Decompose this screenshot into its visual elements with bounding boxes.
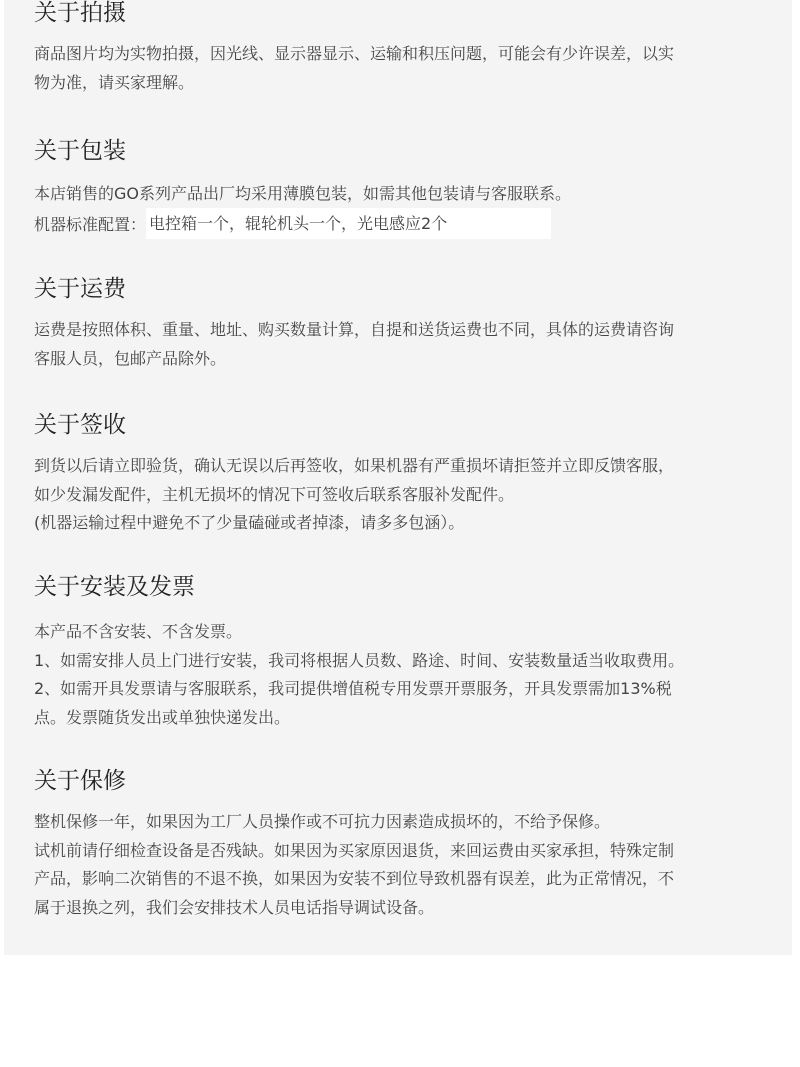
standard-config-label: 机器标准配置： bbox=[34, 215, 147, 234]
text-line: 客服人员，包邮产品除外。 bbox=[34, 348, 227, 368]
notice-panel bbox=[4, 0, 792, 955]
section-install-invoice bbox=[34, 574, 764, 727]
text-line: 本产品不含安装、不含发票。 bbox=[34, 622, 243, 641]
text-line: (机器运输过程中避免不了少量磕碰或者掉漆，请多多包涵）。 bbox=[34, 513, 465, 532]
text-line: 2、如需开具发票请与客服联系，我司提供增值税专用发票开票服务，开具发票需加13%税 bbox=[34, 679, 672, 698]
text-line: 运费是按照体积、重量、地址、购买数量计算，自提和送货运费也不同，具体的运费请咨询 bbox=[34, 320, 675, 339]
text-line: 商品图片均为实物拍摄，因光线、显示器显示、运输和积压问题，可能会有少许误差，以实 bbox=[34, 44, 675, 63]
section-title-packaging: 关于包装 bbox=[34, 138, 126, 164]
section-body-packaging bbox=[34, 180, 764, 239]
section-shooting bbox=[34, 0, 764, 92]
section-body-warranty bbox=[34, 808, 764, 922]
section-packaging bbox=[34, 138, 764, 234]
section-body-shipping bbox=[34, 316, 764, 373]
text-line: 属于退换之列，我们会安排技术人员电话指导调试设备。 bbox=[34, 897, 435, 917]
text-line: 试机前请仔细检查设备是否残缺。如果因为买家原因退货，来回运费由买家承担，特殊定制 bbox=[34, 840, 675, 860]
text-line: 整机保修一年，如果因为工厂人员操作或不可抗力因素造成损坏的，不给予保修。 bbox=[34, 812, 611, 831]
text-line: 1、如需安排人员上门进行安装，我司将根据人员数、路途、时间、安装数量适当收取费用。 bbox=[34, 650, 685, 670]
text-line: 物为准，请买家理解。 bbox=[34, 72, 195, 92]
text-line: 如少发漏发配件，主机无损坏的情况下可签收后联系客服补发配件。 bbox=[34, 484, 515, 504]
section-body-receipt bbox=[34, 452, 764, 538]
section-title-shipping: 关于运费 bbox=[34, 276, 126, 302]
section-warranty bbox=[34, 768, 764, 917]
section-receipt bbox=[34, 412, 764, 532]
text-line: 产品，影响二次销售的不退不换，如果因为安装不到位导致机器有误差，此为正常情况，不 bbox=[34, 869, 675, 888]
text-line: 点。发票随货发出或单独快递发出。 bbox=[34, 707, 291, 727]
text-line: 到货以后请立即验货，确认无误以后再签收，如果机器有严重损坏请拒签并立即反馈客服， bbox=[34, 456, 675, 475]
standard-config-line bbox=[34, 209, 764, 239]
section-title-warranty: 关于保修 bbox=[34, 768, 126, 794]
section-body-install-invoice bbox=[34, 618, 764, 732]
text-line: 本店销售的GO系列产品出厂均采用薄膜包装，如需其他包装请与客服联系。 bbox=[34, 184, 571, 203]
standard-config-value: 电控箱一个，辊轮机头一个，光电感应2个 bbox=[146, 208, 551, 239]
section-title-receipt: 关于签收 bbox=[34, 412, 126, 438]
section-title-shooting: 关于拍摄 bbox=[34, 0, 126, 26]
section-body-shooting bbox=[34, 40, 764, 97]
section-title-install-invoice: 关于安装及发票 bbox=[34, 574, 195, 600]
section-shipping bbox=[34, 276, 764, 368]
